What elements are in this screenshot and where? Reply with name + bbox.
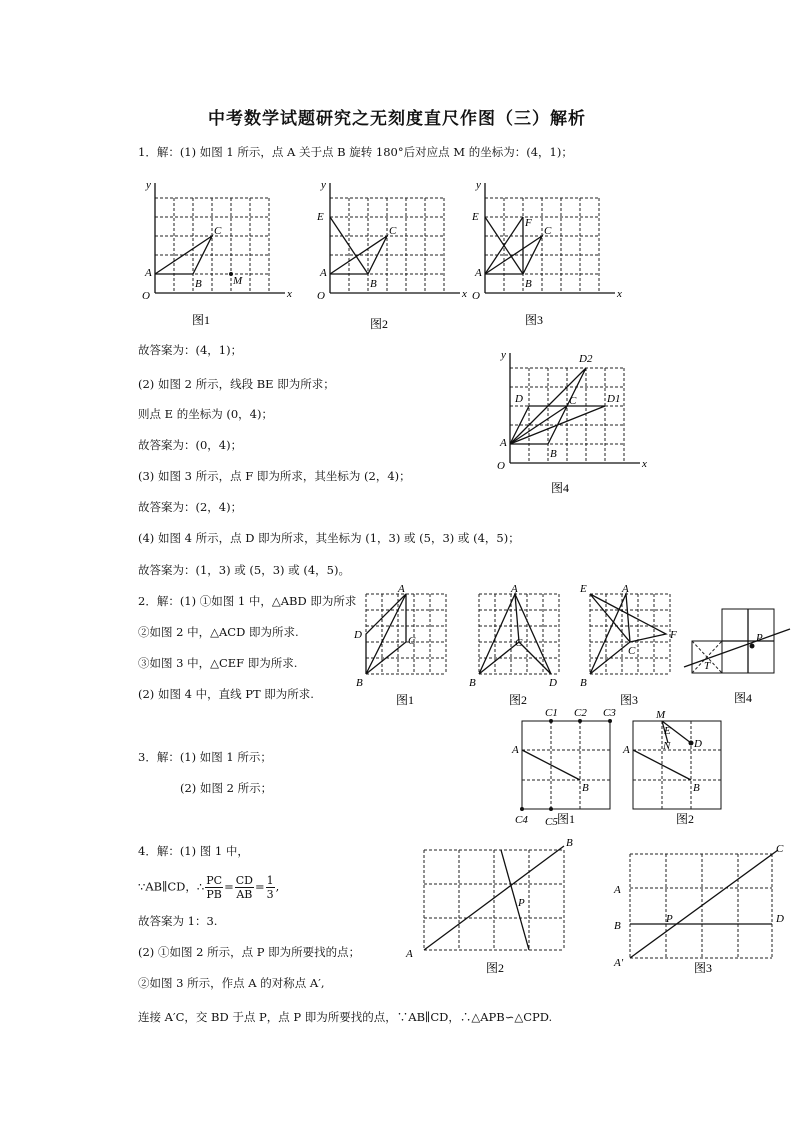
q4-ratio: ∵AB∥CD，∴ $\frac{PC}{PB}$ = $\frac{CD}{AB}$ = $\frac{1}{3}$ , [138,874,280,901]
q1-line-7: 故答案为：(2，4)； [138,500,243,514]
figure-label: A [320,267,327,279]
q1-line-8: (4) 如图 4 所示，点 D 即为所求，其坐标为 (1，3) 或 (5，3) 或 (4，5)； [138,531,520,545]
grid-group [155,198,270,293]
figure-label: B [580,677,587,689]
figure-label: C [776,843,784,855]
figure-label: y [501,349,506,361]
figure-line [515,594,551,674]
figure-label: x [287,288,292,300]
figure-label: O [142,290,150,302]
figure-label: y [146,179,151,191]
q3-line-2: (2) 如图 2 所示； [180,781,273,795]
figure-label: C [214,225,222,237]
figure-label: O [472,290,480,302]
figure-label: E [580,583,587,595]
figure-label: B [614,920,621,932]
figure-label: 图3 [694,961,713,975]
figure-label: C3 [603,707,616,719]
figure-label: 图2 [676,812,695,826]
figure-label: E [317,211,324,223]
point-marker [549,807,553,811]
q1-line-9: 故答案为：(1，3) 或 (5，3) 或 (4，5)。 [138,563,350,577]
q2-figure-3 [576,582,696,712]
figure-label: M [233,275,243,287]
figure-label: M [656,709,666,721]
figure-line [692,641,748,673]
figure-label: B [370,278,377,290]
figure-label: D [776,913,784,925]
figure-label: A [614,884,621,896]
figure-label: y [321,179,326,191]
figure-label: A [511,583,518,595]
q1-figure-3 [470,178,630,328]
figure-label: C [515,637,523,649]
grid-group [479,594,559,674]
point-marker [549,719,553,723]
figure-label: F [525,217,532,229]
figure-line [633,750,691,780]
figure-label: B [195,278,202,290]
figure-label: D [354,629,362,641]
figure-label: C [544,225,552,237]
figure-label: A [145,267,152,279]
figure-label: A′ [614,957,624,969]
figure-label: B [566,837,573,849]
fraction-pc-pb: $\frac{PC}{PB}$ [206,874,223,901]
point-marker [750,644,755,649]
figure-label: x [642,458,647,470]
figure-label: B [582,782,589,794]
figure-label: P [756,632,763,644]
q1-line-2: 故答案为：(4，1)； [138,343,243,357]
q4-line-6: 连接 A′C，交 BD 于点 P，点 P 即为所要找的点，∵AB∥CD，∴△APB∽△CPD. [138,1010,553,1024]
figure-label: A [475,267,482,279]
figure-label: E [472,211,479,223]
q1-line-4: 则点 E 的坐标为 (0，4)； [138,407,273,421]
grid-group [330,198,445,293]
figure-label: T [704,660,711,672]
figure-label: A [500,437,507,449]
figure-label: A [512,744,519,756]
figure-label: 图2 [509,693,528,707]
figure-label: C [569,395,577,407]
figure-label: D [515,393,523,405]
figure-label: 图1 [557,812,576,826]
point-marker [689,741,694,746]
q2-line-4: (2) 如图 4 中，直线 PT 即为所求. [138,687,314,701]
figure-label: B [550,448,557,460]
q2-line-1: 2．解：(1) ①如图 1 中，△ABD 即为所求 [138,594,357,608]
figure-label: B [356,677,363,689]
q4-line-4: (2) ①如图 2 所示，点 P 即为所要找的点； [138,945,361,959]
figure-label: B [469,677,476,689]
q2-line-3: ③如图 3 中，△CEF 即为所求. [138,656,298,670]
q2-figure-2 [465,582,565,712]
figure-line [330,236,387,274]
q3-line-1: 3．解：(1) 如图 1 所示； [138,750,272,764]
figure-label: D1 [607,393,621,405]
q1-figure-1 [140,178,300,328]
figure-label: x [462,288,467,300]
figure-label: 图1 [396,693,415,707]
q1-figure-4 [495,348,655,498]
figure-label: D [549,677,557,689]
figure-label: D [694,738,702,750]
q3-figure-1 [505,705,620,830]
figure-line [485,236,542,274]
figure-label: 图3 [525,313,544,327]
q4-line-3: 故答案为 1：3. [138,914,218,928]
page-title: 中考数学试题研究之无刻度直尺作图（三）解析 [208,109,586,129]
figure-line [522,721,610,809]
figure-label: 图2 [370,317,389,331]
figure-label: C [628,645,636,657]
figure-label: E [664,725,671,737]
q4-line-5: ②如图 3 所示，作点 A 的对称点 A′, [138,976,325,990]
figure-label: C [408,635,416,647]
figure-label: 图3 [620,693,639,707]
figure-label: A [623,744,630,756]
q2-line-2: ②如图 2 中，△ACD 即为所求. [138,625,299,639]
figure-line [633,721,721,809]
figure-label: A [406,948,413,960]
figure-label: C1 [545,707,558,719]
figure-label: B [693,782,700,794]
figure-label: F [670,629,677,641]
q4-because: ∵AB∥CD，∴ [138,879,205,894]
figure-label: P [666,913,673,925]
q2-figure-4 [680,605,792,710]
figure-label: P [518,897,525,909]
figure-label: O [317,290,325,302]
figure-label: 图1 [192,313,211,327]
figure-label: B [525,278,532,290]
figure-label: A [398,583,405,595]
figure-line [155,236,212,274]
fraction-one-third: $\frac{1}{3}$ [266,874,274,901]
figure-label: x [617,288,622,300]
grid-group [510,368,625,463]
point-marker [608,719,612,723]
q4-figure-3 [610,840,794,980]
figure-label: C [389,225,397,237]
figure-line [366,594,406,674]
q4-figure-2 [400,832,590,977]
figure-label: N [663,740,671,752]
q1-line-6: (3) 如图 3 所示，点 F 即为所求，其坐标为 (2，4)； [138,469,411,483]
grid-group [485,198,600,293]
figure-label: 图4 [551,481,570,495]
q1-figure-2 [315,178,475,331]
figure-line [501,850,529,950]
point-marker [520,807,524,811]
q2-figure-1 [352,582,452,712]
fraction-cd-ab: $\frac{CD}{AB}$ [235,874,253,901]
figure-label: D2 [579,353,593,365]
figure-line [522,750,580,780]
point-marker [578,719,582,723]
q1-line-1: 1．解：(1) 如图 1 所示，点 A 关于点 B 旋转 180°后对应点 M 的坐标为：(4，1)； [138,145,573,159]
q4-line-1: 4．解：(1) 图 1 中， [138,844,249,858]
q3-figure-2 [616,705,731,830]
figure-label: C2 [574,707,587,719]
figure-line [630,850,778,958]
figure-label: C5 [545,816,558,828]
q1-line-3: (2) 如图 2 所示，线段 BE 即为所求； [138,377,335,391]
figure-label: A [622,583,629,595]
figure-label: 图4 [734,691,753,705]
grid-group [590,594,670,674]
figure-label: C4 [515,814,528,826]
figure-line [479,594,519,674]
figure-label: O [497,460,505,472]
q1-line-5: 故答案为：(0，4)； [138,438,243,452]
figure-label: 图2 [486,961,505,975]
figure-label: y [476,179,481,191]
